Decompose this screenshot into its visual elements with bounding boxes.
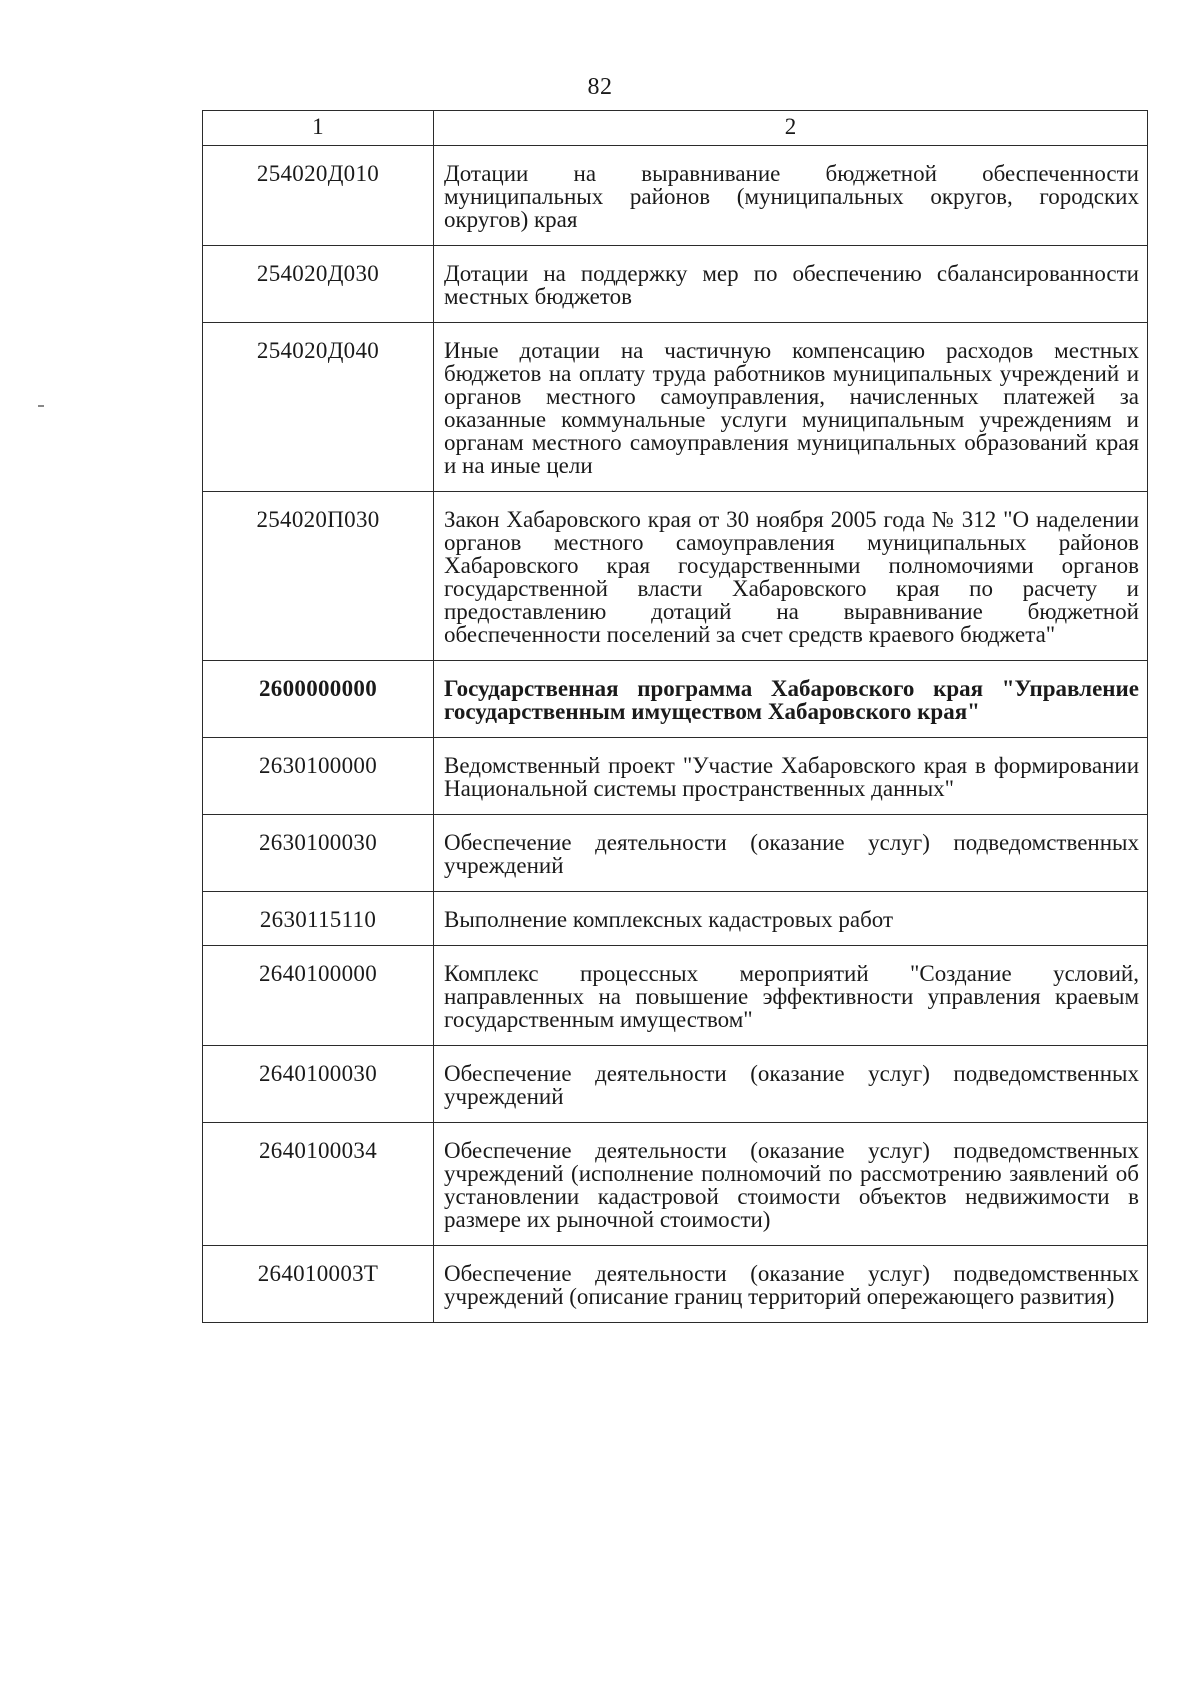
table-header-row <box>203 111 1148 146</box>
row-description: Комплекс процессных мероприятий "Создание условий, направленных на повышение эффективности управления краевым государственным имуществом" <box>434 946 1148 1046</box>
table-row <box>203 738 1148 815</box>
scan-artifact-mark <box>38 405 44 407</box>
row-description: Обеспечение деятельности (оказание услуг) подведомственных учреждений (описание границ территорий опережающего развития) <box>434 1246 1148 1323</box>
table-row <box>203 146 1148 246</box>
row-description: Дотации на выравнивание бюджетной обеспеченности муниципальных районов (муниципальных округов, городских округов) края <box>434 146 1148 246</box>
table-row <box>203 815 1148 892</box>
table-row <box>203 323 1148 492</box>
page-number: 82 <box>587 74 613 100</box>
row-description: Обеспечение деятельности (оказание услуг) подведомственных учреждений <box>434 1046 1148 1123</box>
budget-code-table <box>202 110 1148 1323</box>
table-row <box>203 492 1148 661</box>
row-code: 2600000000 <box>203 661 434 738</box>
row-description: Обеспечение деятельности (оказание услуг) подведомственных учреждений (исполнение полномочий по рассмотрению заявлений об установлении кадастровой стоимости объектов недвижимости в размере их рыночной стоимости) <box>434 1123 1148 1246</box>
row-code: 254020П030 <box>203 492 434 661</box>
table-row-program <box>203 661 1148 738</box>
row-description: Выполнение комплексных кадастровых работ <box>434 892 1148 946</box>
row-description: Ведомственный проект "Участие Хабаровского края в формировании Национальной системы пространственных данных" <box>434 738 1148 815</box>
table-row <box>203 246 1148 323</box>
row-code: 2630100030 <box>203 815 434 892</box>
row-code: 254020Д030 <box>203 246 434 323</box>
row-code: 254020Д010 <box>203 146 434 246</box>
row-description: Обеспечение деятельности (оказание услуг) подведомственных учреждений <box>434 815 1148 892</box>
table-row <box>203 946 1148 1046</box>
row-code: 264010003Т <box>203 1246 434 1323</box>
row-code: 2640100030 <box>203 1046 434 1123</box>
table-body <box>203 111 1148 1323</box>
row-code: 2630100000 <box>203 738 434 815</box>
table-row <box>203 1123 1148 1246</box>
column-header-code: 1 <box>203 111 434 146</box>
row-code: 254020Д040 <box>203 323 434 492</box>
row-code: 2630115110 <box>203 892 434 946</box>
row-description: Закон Хабаровского края от 30 ноября 2005 года № 312 "О наделении органов местного самоуправления муниципальных районов Хабаровского края государственными полномочиями органов государственной власти Хабаровского края по расчету и предоставлению дотаций на выравнивание бюджетной обеспеченности поселений за счет средств краевого бюджета" <box>434 492 1148 661</box>
row-code: 2640100034 <box>203 1123 434 1246</box>
column-header-description: 2 <box>434 111 1148 146</box>
table-row <box>203 1246 1148 1323</box>
row-code: 2640100000 <box>203 946 434 1046</box>
table-row <box>203 1046 1148 1123</box>
row-description: Государственная программа Хабаровского края "Управление государственным имуществом Хабаровского края" <box>434 661 1148 738</box>
table-row <box>203 892 1148 946</box>
row-description: Дотации на поддержку мер по обеспечению сбалансированности местных бюджетов <box>434 246 1148 323</box>
row-description: Иные дотации на частичную компенсацию расходов местных бюджетов на оплату труда работников муниципальных учреждений и органов местного самоуправления, начисленных платежей за оказанные коммунальные услуги муниципальным учреждениям и органам местного самоуправления муниципальных образований края и на иные цели <box>434 323 1148 492</box>
